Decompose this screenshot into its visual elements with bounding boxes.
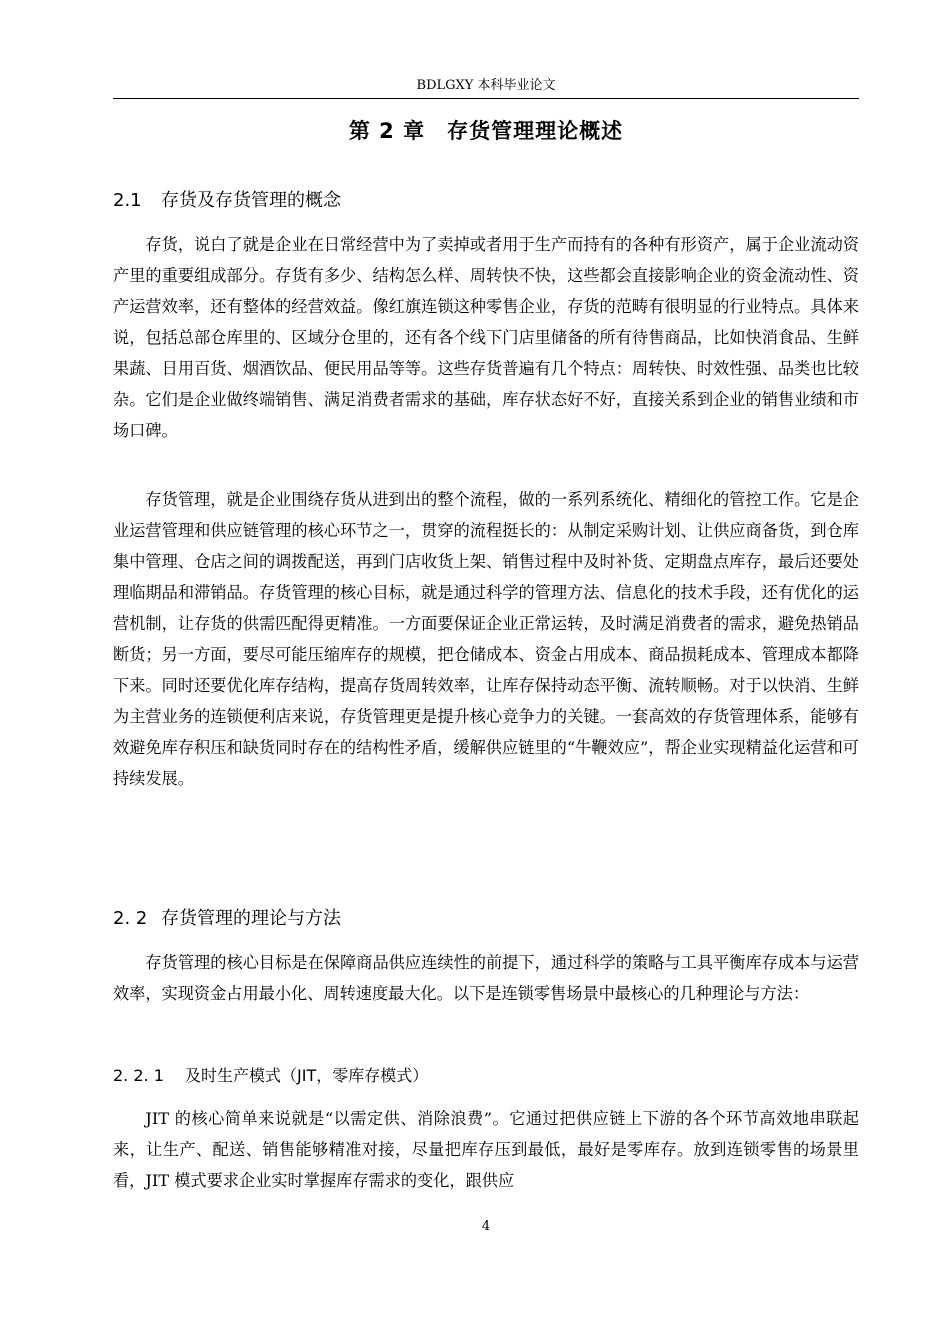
paragraph-inventory-management: 存货管理，就是企业围绕存货从进到出的整个流程，做的一系列系统化、精细化的管控工作。它是企业运营管理和供应链管理的核心环节之一，贯穿的流程挺长的：从制定采购计划、让供应商备货，到仓库集中管理、仓店之间的调拨配送，再到门店收货上架、销售过程中及时补货、定期盘点库存，最后还要处理临期品和滞销品。存货管理的核心目标，就是通过科学的管理方法、信息化的技术手段，还有优化的运营机制，让存货的供需匹配得更精准。一方面要保证企业正常运转，及时满足消费者的需求，避免热销品断货；另一方面，要尽可能压缩库存的规模，把仓储成本、资金占用成本、商品损耗成本、管理成本都降下来。同时还要优化库存结构，提高存货周转效率，让库存保持动态平衡、流转顺畅。对于以快消、生鲜为主营业务的连锁便利店来说，存货管理更是提升核心竞争力的关键。一套高效的存货管理体系，能够有效避免库存积压和缺货同时存在的结构性矛盾，缓解供应链里的“牛鞭效应”，帮企业实现精益化运营和可持续发展。 xyxy=(113,490,859,788)
running-header: BDLGXY 本科毕业论文 xyxy=(416,78,556,93)
section-title: 存货管理的理论与方法 xyxy=(161,908,341,929)
section-heading-2-2-1 xyxy=(113,1064,859,1088)
section-number: 2. 2 xyxy=(113,908,148,929)
header-rule xyxy=(113,98,859,99)
page-number: 4 xyxy=(481,1219,491,1234)
section-number: 2. 2. 1 xyxy=(113,1066,164,1085)
section-title: 及时生产模式（JIT，零库存模式） xyxy=(185,1066,429,1085)
paragraph-inventory-definition: 存货，说白了就是企业在日常经营中为了卖掉或者用于生产而持有的各种有形资产，属于企业流动资产里的重要组成部分。存货有多少、结构怎么样、周转快不快，这些都会直接影响企业的资金流动性、资产运营效率，还有整体的经营效益。像红旗连锁这种零售企业，存货的范畴有很明显的行业特点。具体来说，包括总部仓库里的、区域分仓里的，还有各个线下门店里储备的所有待售商品，比如快消食品、生鲜果蔬、日用百货、烟酒饮品、便民用品等等。这些存货普遍有几个特点：周转快、时效性强、品类也比较杂。它们是企业做终端销售、满足消费者需求的基础，库存状态好不好，直接关系到企业的销售业绩和市场口碑。 xyxy=(113,235,859,440)
section-number: 2.1 xyxy=(113,190,142,211)
paragraph-jit: JIT 的核心简单来说就是“以需定供、消除浪费”。它通过把供应链上下游的各个环节高效地串联起来，让生产、配送、销售能够精准对接，尽量把库存压到最低，最好是零库存。放到连锁零售的场景里看，JIT 模式要求企业实时掌握库存需求的变化，跟供应 xyxy=(113,1109,859,1190)
section-heading-2-2 xyxy=(113,906,859,932)
paragraph-theory-intro: 存货管理的核心目标是在保障商品供应连续性的前提下，通过科学的策略与工具平衡库存成本与运营效率，实现资金占用最小化、周转速度最大化。以下是连锁零售场景中最核心的几种理论与方法： xyxy=(113,953,859,1003)
section-title: 存货及存货管理的概念 xyxy=(161,190,341,211)
section-heading-2-1 xyxy=(113,188,859,214)
chapter-title: 第 2 章 存货管理理论概述 xyxy=(348,119,624,143)
